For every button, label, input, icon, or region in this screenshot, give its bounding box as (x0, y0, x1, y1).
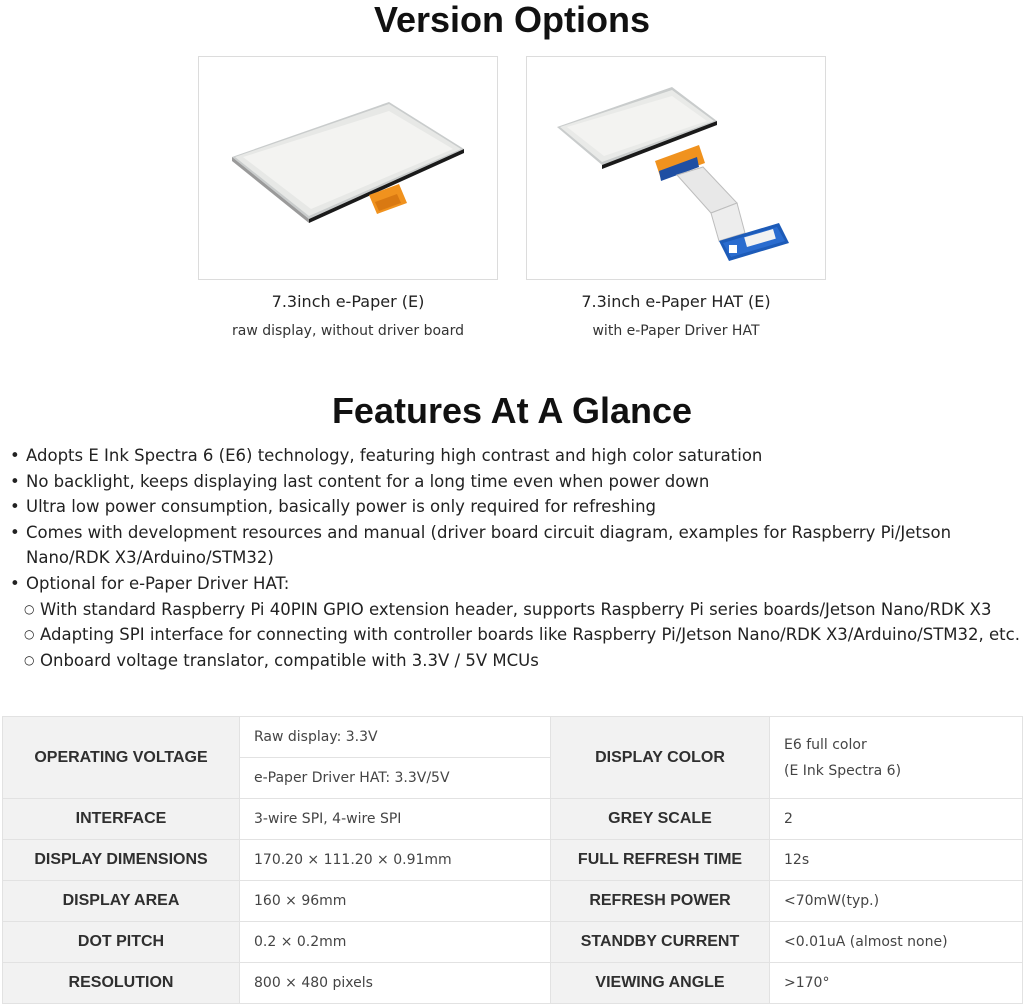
feature-item: • Ultra low power consumption, basically power is only required for refreshing (10, 494, 1020, 520)
spec-label: OPERATING VOLTAGE (3, 717, 240, 799)
spec-value-line: (E Ink Spectra 6) (784, 762, 902, 779)
spec-value: <0.01uA (almost none) (770, 922, 1023, 963)
version-options-title: Version Options (373, 0, 651, 40)
spec-value: 12s (770, 840, 1023, 881)
specs-table (2, 716, 1023, 1004)
spec-value: >170° (770, 963, 1023, 1004)
spec-value: <70mW(typ.) (770, 881, 1023, 922)
spec-label: STANDBY CURRENT (551, 922, 770, 963)
spec-row (3, 881, 1023, 922)
epaper-raw-image (198, 56, 498, 280)
spec-row (3, 963, 1023, 1004)
spec-value: Raw display: 3.3V (240, 717, 551, 758)
feature-sub-item: ○ Onboard voltage translator, compatible with 3.3V / 5V MCUs (10, 648, 1020, 674)
feature-item: • Adopts E Ink Spectra 6 (E6) technology, featuring high contrast and high color saturation (10, 443, 1020, 469)
spec-value: 800 × 480 pixels (240, 963, 551, 1004)
spec-value: 0.2 × 0.2mm (240, 922, 551, 963)
version-option-name: 7.3inch e-Paper HAT (E) (581, 292, 771, 311)
spec-label: GREY SCALE (551, 799, 770, 840)
spec-row (3, 922, 1023, 963)
spec-value: 2 (770, 799, 1023, 840)
feature-sub-item: ○ With standard Raspberry Pi 40PIN GPIO extension header, supports Raspberry Pi series boards/Jetson Nano/RDK X3 (10, 597, 1020, 623)
spec-label: DISPLAY COLOR (551, 717, 770, 799)
spec-label: DISPLAY AREA (3, 881, 240, 922)
spec-row (3, 840, 1023, 881)
feature-item: • Optional for e-Paper Driver HAT: (10, 571, 1020, 597)
spec-value: 3-wire SPI, 4-wire SPI (240, 799, 551, 840)
spec-value: e-Paper Driver HAT: 3.3V/5V (240, 758, 551, 799)
spec-row (3, 799, 1023, 840)
features-title: Features At A Glance (331, 390, 693, 431)
spec-label: DISPLAY DIMENSIONS (3, 840, 240, 881)
feature-sub-item: ○ Adapting SPI interface for connecting with controller boards like Raspberry Pi/Jetson Nano/RDK X3/Arduino/STM32, etc. (10, 622, 1020, 648)
spec-label: VIEWING ANGLE (551, 963, 770, 1004)
spec-label: DOT PITCH (3, 922, 240, 963)
spec-value-line: E6 full color (784, 736, 867, 753)
spec-value: 170.20 × 111.20 × 0.91mm (240, 840, 551, 881)
features-list (10, 443, 1020, 673)
spec-label: FULL REFRESH TIME (551, 840, 770, 881)
feature-item: • Comes with development resources and manual (driver board circuit diagram, examples for Raspberry Pi/Jetson Nano/RDK X3/Arduino/STM32) (10, 520, 1020, 571)
spec-value (770, 717, 1023, 799)
version-option-description: with e-Paper Driver HAT (592, 323, 760, 339)
spec-label: REFRESH POWER (551, 881, 770, 922)
version-option-name: 7.3inch e-Paper (E) (271, 292, 425, 311)
spec-label: INTERFACE (3, 799, 240, 840)
feature-item: • No backlight, keeps displaying last content for a long time even when power down (10, 469, 1020, 495)
spec-label: RESOLUTION (3, 963, 240, 1004)
spec-value: 160 × 96mm (240, 881, 551, 922)
epaper-hat-image (526, 56, 826, 280)
version-option-description: raw display, without driver board (232, 323, 464, 339)
